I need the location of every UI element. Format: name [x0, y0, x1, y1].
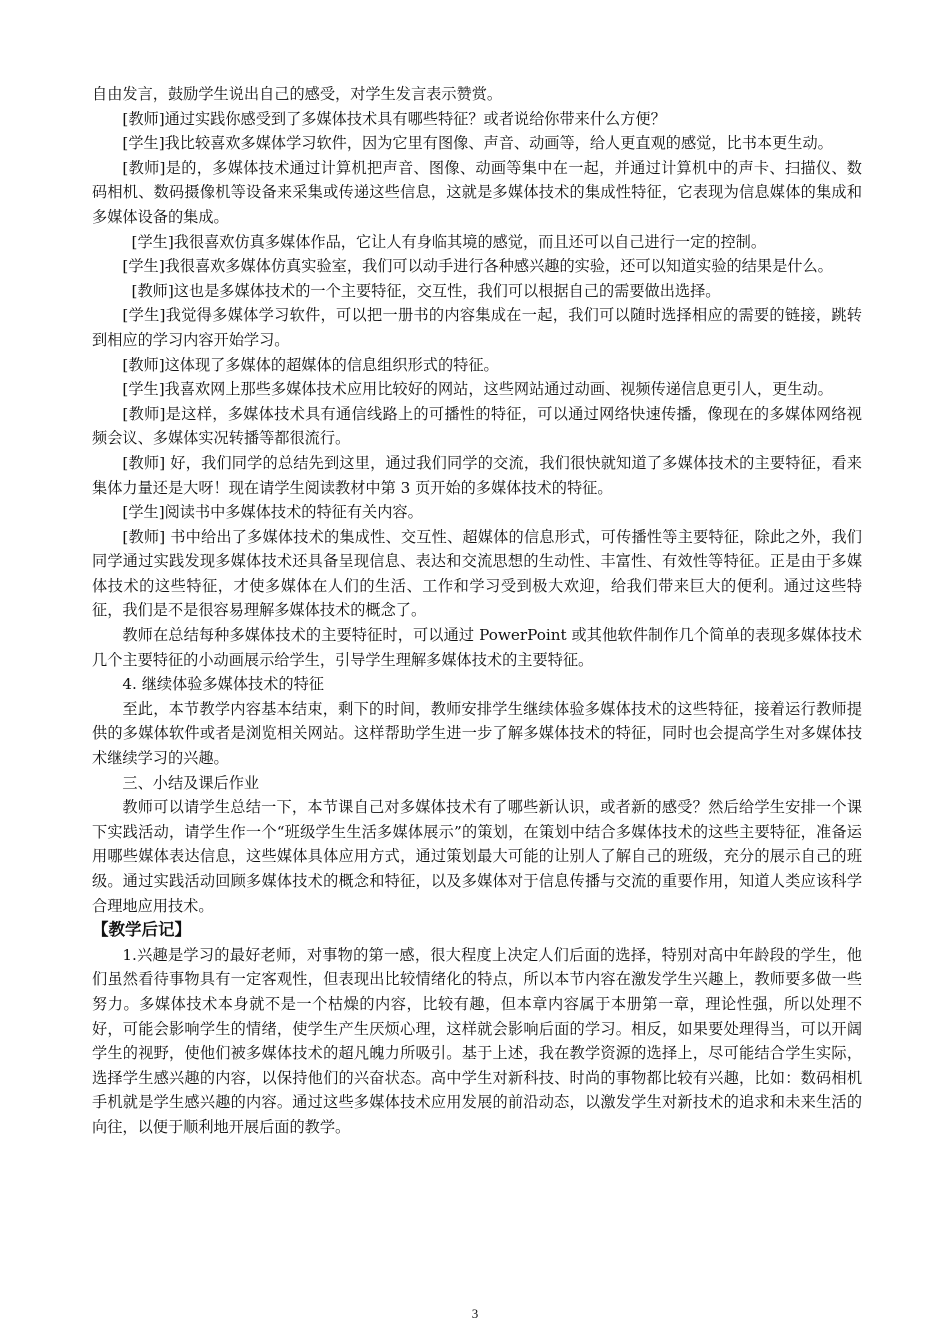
body-paragraph: [教师] 书中给出了多媒体技术的集成性、交互性、超媒体的信息形式，可传播性等主要特征，除此之外，我们同学通过实践发现多媒体技术还具备呈现信息、表达和交流思想的生动性、丰富性、有效性等特征。正是由于多媒体技术的这些特征，才使多媒体在人们的生活、工作和学习受到极大欢迎，给我们带来巨大的便利。通过这些特征，我们是不是很容易理解多媒体技术的概念了。: [92, 527, 862, 620]
body-paragraph: [教师]通过实践你感受到了多媒体技术具有哪些特征？或者说给你带来什么方便？: [122, 109, 666, 128]
body-paragraph: 自由发言，鼓励学生说出自己的感受，对学生发言表示赞赏。: [92, 85, 503, 103]
paragraph-list: [92, 82, 862, 918]
body-paragraph: 教师可以请学生总结一下，本节课自己对多媒体技术有了哪些新认识，或者新的感受？然后给学生安排一个课下实践活动，请学生作一个“班级学生生活多媒体展示”的策划，在策划中结合多媒体技术的这些主要特征，准备运用哪些媒体表达信息，这些媒体具体应用方式，通过策划最大可能的让别人了解自己的班级，充分的展示自己的班级。通过实践活动回顾多媒体技术的概念和特征，以及多媒体对于信息传播与交流的重要作用，知道人类应该科学合理地应用技术。: [92, 798, 862, 915]
body-paragraph: [教师] 好，我们同学的总结先到这里，通过我们同学的交流，我们很快就知道了多媒体技术的主要特征，看来集体力量还是大呀！现在请学生阅读教材中第 3 页开始的多媒体技术的特征。: [92, 453, 862, 497]
section-heading: 【教学后记】: [92, 920, 191, 940]
body-paragraph: 至此，本节教学内容基本结束，剩下的时间，教师安排学生继续体验多媒体技术的这些特征，接着运行教师提供的多媒体软件或者是浏览相关网站。这样帮助学生进一步了解多媒体技术的特征，同时也会提高学生对多媒体技术继续学习的兴趣。: [92, 699, 862, 768]
body-paragraph: [教师]是这样，多媒体技术具有通信线路上的可播性的特征，可以通过网络快速传播，像现在的多媒体网络视频会议、多媒体实况转播等都很流行。: [92, 404, 862, 448]
body-paragraph: [教师]这也是多媒体技术的一个主要特征，交互性，我们可以根据自己的需要做出选择。: [131, 281, 721, 300]
body-paragraph: 4. 继续体验多媒体技术的特征: [122, 675, 324, 694]
body-paragraph: [学生]我很喜欢仿真多媒体作品，它让人有身临其境的感觉，而且还可以自己进行一定的控制。: [131, 232, 767, 251]
body-paragraph: [学生]我比较喜欢多媒体学习软件，因为它里有图像、声音、动画等，给人更直观的感觉，比书本更生动。: [122, 134, 833, 153]
body-paragraph: [教师]这体现了多媒体的超媒体的信息组织形式的特征。: [122, 355, 499, 374]
body-paragraph: [学生]我喜欢网上那些多媒体技术应用比较好的网站，这些网站通过动画、视频传递信息更引人，更生动。: [122, 380, 833, 399]
body-paragraph: [教师]是的，多媒体技术通过计算机把声音、图像、动画等集中在一起，并通过计算机中的声卡、扫描仪、数码相机、数码摄像机等设备来采集或传递这些信息，这就是多媒体技术的集成性特征，它表现为信息媒体的集成和多媒体设备的集成。: [92, 158, 862, 226]
page-number: 3: [471, 1306, 479, 1321]
body-paragraph: [学生]我觉得多媒体学习软件，可以把一册书的内容集成在一起，我们可以随时选择相应的需要的链接，跳转到相应的学习内容开始学习。: [92, 306, 862, 349]
body-paragraph: 三、小结及课后作业: [122, 773, 260, 792]
document-body: [92, 82, 862, 1140]
postscript-paragraph: 1.兴趣是学习的最好老师，对事物的第一感，很大程度上决定人们后面的选择，特别对高中年龄段的学生，他们虽然看待事物具有一定客观性，但表现出比较情绪化的特点，所以本节内容在激发学生兴趣上，教师要多做一些努力。多媒体技术本身就不是一个枯燥的内容，比较有趣，但本章内容属于本册第一章，理论性强，所以处理不好，可能会影响学生的情绪，使学生产生厌烦心理，这样就会影响后面的学习。相反，如果要处理得当，可以开阔学生的视野，使他们被多媒体技术的超凡魄力所吸引。基于上述，我在教学资源的选择上，尽可能结合学生实际，选择学生感兴趣的内容，以保持他们的兴奋状态。高中学生对新科技、时尚的事物都比较有兴趣，比如：数码相机手机就是学生感兴趣的内容。通过这些多媒体技术应用发展的前沿动态，以激发学生对新技术的追求和未来生活的向往，以便于顺利地开展后面的教学。: [92, 945, 862, 1136]
body-paragraph: 教师在总结每种多媒体技术的主要特征时，可以通过 PowerPoint 或其他软件制作几个简单的表现多媒体技术几个主要特征的小动画展示给学生，引导学生理解多媒体技术的主要特征。: [92, 626, 862, 669]
body-paragraph: [学生]我很喜欢多媒体仿真实验室，我们可以动手进行各种感兴趣的实验，还可以知道实验的结果是什么。: [122, 257, 833, 276]
body-paragraph: [学生]阅读书中多媒体技术的特征有关内容。: [122, 503, 423, 522]
